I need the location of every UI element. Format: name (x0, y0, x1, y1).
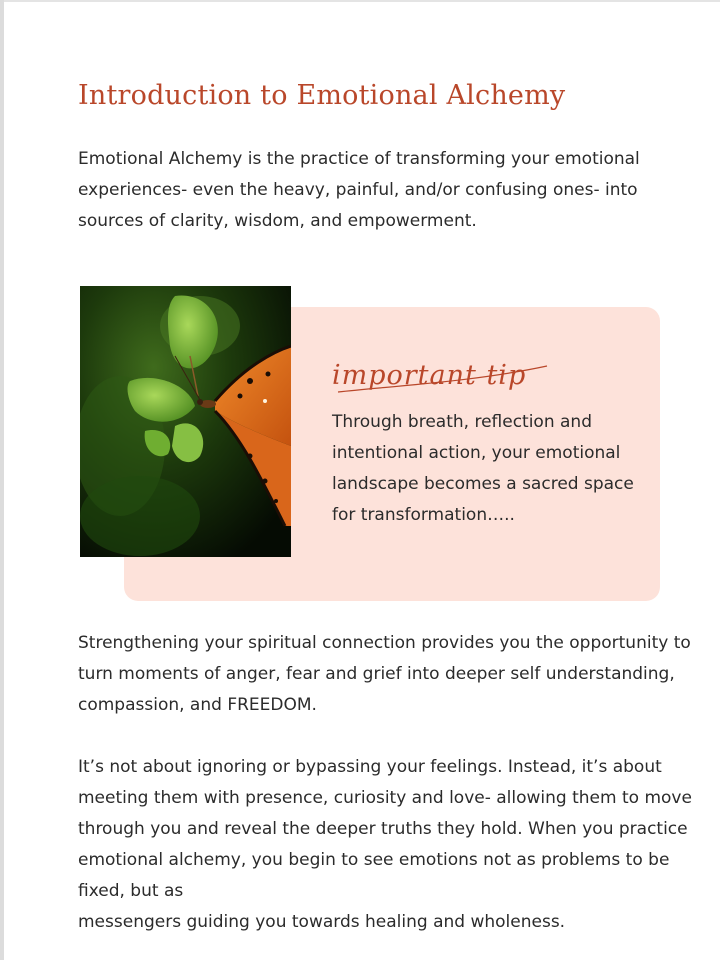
important-tip-heading (332, 352, 592, 402)
body-paragraph-1: Strengthening your spiritual connection provides you the opportunity to turn moments of anger, fear and grief into deeper self understanding, compassion, and FREEDOM. (78, 633, 691, 715)
intro-paragraph: Emotional Alchemy is the practice of transforming your emotional experiences- even the heavy, painful, and/or confusing ones- into sources of clarity, wisdom, and empowerment. (78, 149, 640, 231)
body-paragraph-2-part-2: messengers guiding you towards healing and wholeness. (78, 912, 566, 932)
butterfly-photo (80, 286, 291, 557)
page-title: Introduction to Emotional Alchemy (78, 80, 566, 111)
important-tip-label: important tip (332, 360, 527, 391)
body-paragraph-2 (78, 752, 698, 938)
page-left-edge (0, 0, 4, 960)
page-top-edge (0, 0, 720, 2)
tip-text: Through breath, reflection and intentional action, your emotional landscape becomes a sacred space for transformation….. (332, 412, 634, 525)
body-paragraph-2-part-1: It’s not about ignoring or bypassing your feelings. Instead, it’s about meeting them with presence, curiosity and love- allowing them to move through you and reveal the deeper truths they hold. When you practice emotional alchemy, you begin to see emotions not as problems to be fixed, but as (78, 757, 692, 901)
